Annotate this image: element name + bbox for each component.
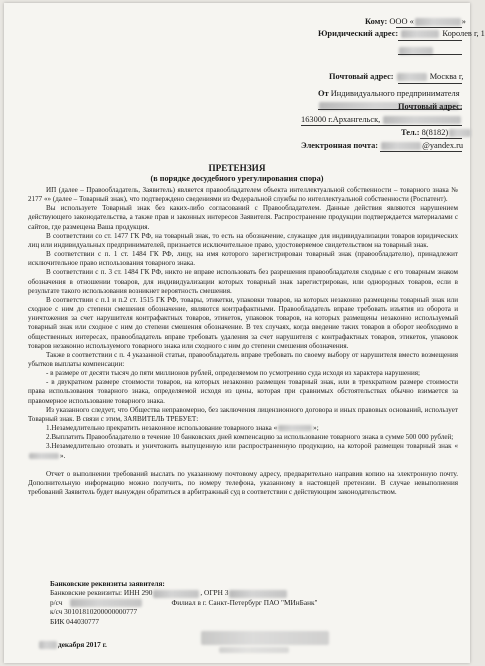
underline — [301, 125, 462, 126]
email-label: Электронная почта: — [301, 141, 379, 150]
redacted-block — [153, 590, 199, 598]
paragraph: В соответствии с п. 3 ст. 1484 ГК РФ, никто не вправе использовать без разрешения правообладателя сходные с его товарным знаком обозначения в отношении товаров, для индивидуализации которых товарный знак зарегистрирован, или однородных товаров, если в результате такого использования возникнет вероятность смешения. — [28, 268, 458, 295]
redacted-block — [70, 599, 142, 607]
date-line — [38, 640, 107, 649]
bank-branch: Филиал в г. Санкт-Петербург ПАО "МИнБанк" — [171, 597, 318, 607]
legal-address-value: Королев г, 1 — [442, 29, 485, 38]
postal-address-value: Москва г, — [429, 72, 464, 81]
to-close: » — [461, 17, 466, 26]
postal-address-line — [329, 72, 463, 81]
sender-postal-label: Почтовый адрес: — [398, 102, 463, 111]
redacted-block — [229, 590, 287, 598]
inn-label: Банковские реквизиты: ИНН 290 — [50, 588, 153, 598]
underline — [420, 138, 462, 139]
redacted-block — [219, 647, 289, 653]
paragraph: В соответствии с п.1 и п.2 ст. 1515 ГК РФ, товары, этикетки, упаковки товаров, на которых незаконно размещены товарный знак или сходное с ним до степени смешения обозначение, являются контрафактными. Правообладатель вправе требовать изъятия из оборота и уничтожения за счет нарушителя контрафактных товаров, этикеток, упаковок товаров, на которых размещены незаконно используемый товарный знак или сходное с ним до степени смешения обозначение. В тех случаях, когда введение таких товаров в оборот необходимо в общественных интересах, правообладатель вправе требовать удаления за счет нарушителя с контрафактных товаров, этикеток, упаковок товаров незаконно используемого товарного знака или сходного с ним до степени смешения обозначения. — [28, 295, 458, 350]
to-label: Кому: — [365, 17, 388, 26]
phone-value: 8(8182) — [421, 128, 449, 137]
ogrn-label: , ОГРН 3 — [200, 588, 229, 598]
paragraph: В соответствии с п. 1 ст. 1484 ГК РФ, лицу, на имя которого зарегистрирован товарный знак (правообладателю), принадлежит исключительное право использования товарного знака. — [28, 250, 458, 268]
bik-code: БИК 044030777 — [50, 616, 99, 626]
recipient-line — [365, 17, 466, 26]
sender-line — [318, 89, 460, 98]
paragraph: ИП (далее – Правообладатель, Заявитель) является правообладателем объекта интеллектуальной собственности – товарного знака № 2177 «» (далее – Товарный знак), что подтверждено сведениями из Федеральной службы по интеллектуальной собственности (Роспатент). — [28, 186, 458, 204]
document-date: декабря 2017 г. — [58, 640, 107, 649]
paragraph: Вы используете Товарный знак без каких-либо согласований с Правообладателем. Данные действия являются нарушением действующего законодательства, а также прав и законных интересов Заявителя. Распространение продукции подтверждается материалами с сайтов, где размещена Ваша продукция. — [28, 204, 458, 231]
paragraph: - в размере от десяти тысяч до пяти миллионов рублей, определяемом по усмотрению суда исходя из характера нарушения; — [46, 369, 420, 378]
demand-text: 3.Незамедлительно отозвать и уничтожить выпущенную или распространенную продукцию, на которой размещен товарный знак « — [46, 442, 458, 451]
redacted-block — [449, 129, 471, 137]
bank-account-line — [50, 598, 318, 607]
underline — [398, 54, 462, 55]
paragraph: Также в соответствии с п. 4 указанной статьи, правообладатель вправе требовать по своему выбору от нарушителя вместо возмещения убытков выплаты компенсации: — [28, 350, 458, 368]
paragraph: Из указанного следует, что Общества неправомерно, без заключения лицензионного договора и иных правовых оснований, использует Товарный знак. В связи с этим, ЗАЯВИТЕЛЬ ТРЕБУЕТ: — [28, 405, 458, 423]
phone-label: Тел.: — [401, 128, 420, 137]
paragraph: - в двукратном размере стоимости товаров, на которых незаконно размещен товарный знак, или в трехкратном размере стоимости права использования товарного знака, определяемой исходя из цены, которая при сравнимых обстоятельствах обычно взимается за правомерное использование товарного знака. — [28, 378, 458, 405]
document-page — [4, 3, 485, 663]
underline — [398, 83, 462, 84]
claim-body — [28, 186, 458, 497]
redacted-block — [397, 73, 427, 81]
email-line — [301, 141, 463, 150]
closing-paragraph: Отчет о выполнении требований выслать по указанному почтовому адресу, предварительно направив копию на электронную почту. Дополнительную информацию можно получить, по номеру телефона, указанному в настоящей претензии. В случае невыполнения требований Заявитель будет вынужден обратиться в арбитражный суд в соответствии с действующим законодательством. — [28, 469, 458, 496]
phone-line — [401, 128, 472, 137]
bank-inn-line — [50, 588, 318, 597]
demand-item: 3.Незамедлительно отозвать и уничтожить выпущенную или распространенную продукцию, на которой размещен товарный знак «». — [28, 442, 458, 460]
demand-item: 1.Незамедлительно прекратить незаконное использование товарного знака « »; — [46, 424, 319, 433]
from-label: От — [318, 89, 329, 98]
from-value: Индивидуального предпринимателя — [330, 89, 460, 98]
document-title: ПРЕТЕНЗИЯ — [208, 163, 266, 173]
correspondent-account: к/сч 30101810200000000777 — [50, 607, 138, 617]
document-subtitle: (в порядке досудебного урегулирования спора) — [150, 174, 324, 183]
signature-redacted — [201, 631, 329, 645]
account-label: р/сч — [50, 597, 63, 607]
legal-address-label: Юридический адрес: — [318, 29, 399, 38]
demand-item: 2.Выплатить Правообладателю в течение 10 банковских дней компенсацию за использование товарного знака в сумме 500 000 рублей; — [46, 433, 454, 442]
redacted-block — [39, 641, 57, 649]
demand-text: 1.Незамедлительно прекратить незаконное использование товарного знака « — [46, 424, 278, 433]
postal-address-label: Почтовый адрес: — [329, 72, 394, 81]
sender-postal-label-line — [398, 102, 463, 111]
underline — [380, 151, 462, 152]
redacted-block — [278, 425, 312, 431]
sender-postal-value-line — [301, 115, 462, 124]
redacted-block — [401, 30, 439, 38]
bank-details — [50, 579, 318, 626]
bank-heading: Банковские реквизиты заявителя: — [50, 579, 165, 588]
redacted-block — [29, 453, 59, 459]
redacted-block — [381, 142, 421, 150]
legal-address-line — [318, 29, 485, 38]
email-value: @yandex.ru — [422, 141, 464, 150]
sender-postal-value: 163000 г.Архангельск, — [301, 115, 381, 124]
redacted-block — [383, 116, 461, 124]
to-value: ООО « — [389, 17, 414, 26]
underline — [396, 27, 462, 28]
paragraph: В соответствии со ст. 1477 ГК РФ, на товарный знак, то есть на обозначение, служащее для индивидуализации товаров юридических лиц или индивидуальных предпринимателей, признается исключительное право, удостоверяемое свидетельством на товарный знак. — [28, 231, 458, 249]
underline — [398, 40, 462, 41]
redacted-block — [415, 18, 461, 26]
